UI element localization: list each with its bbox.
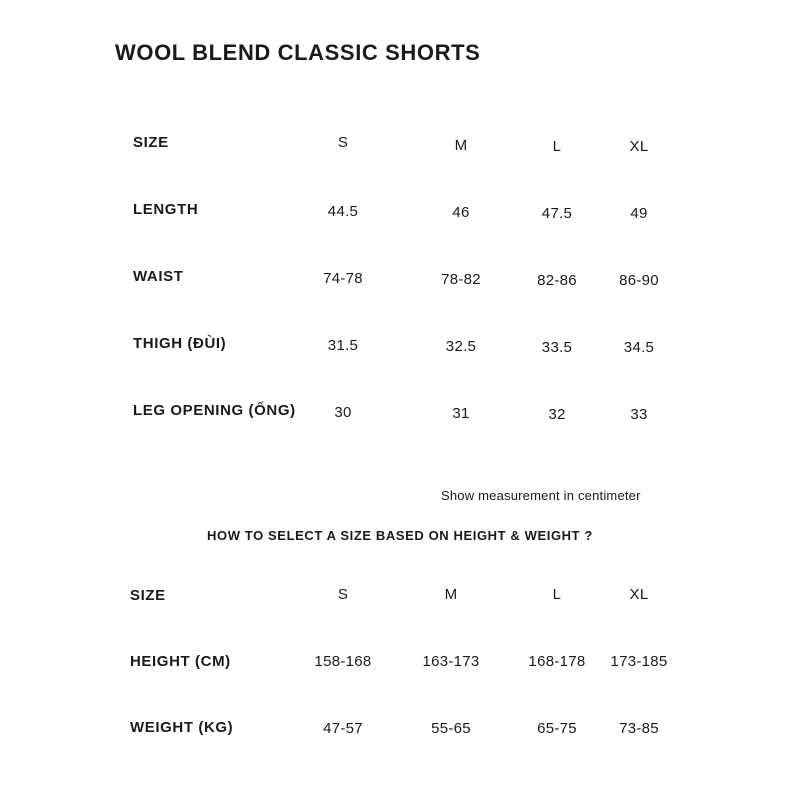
cell-value: 49 (630, 205, 648, 222)
row-label: WEIGHT (KG) (130, 719, 234, 736)
row-label: HEIGHT (CM) (130, 653, 231, 670)
header-size-xl: XL (629, 586, 649, 603)
cell-value: 74-78 (323, 270, 363, 287)
table-header-row (0, 134, 800, 164)
cell-value: 173-185 (610, 653, 668, 670)
page-title: WOOL BLEND CLASSIC SHORTS (115, 40, 481, 65)
row-label: THIGH (ĐÙI) (133, 335, 227, 352)
cell-value: 44.5 (327, 203, 359, 220)
row-label: LEG OPENING (ỐNG) (133, 402, 296, 419)
header-size-xl: XL (629, 138, 649, 155)
table-row (0, 653, 800, 683)
cell-value: 32.5 (445, 338, 477, 355)
table-row (0, 719, 800, 749)
cell-value: 47-57 (323, 720, 363, 737)
cell-value: 33.5 (541, 339, 573, 356)
table-row (0, 335, 800, 365)
cell-value: 73-85 (619, 720, 659, 737)
unit-note: Show measurement in centimeter (441, 488, 641, 503)
header-size-l: L (552, 586, 562, 603)
cell-value: 32 (548, 406, 566, 423)
cell-value: 31 (452, 405, 470, 422)
row-label: LENGTH (133, 201, 199, 218)
cell-value: 158-168 (314, 653, 372, 670)
size-guide-heading: HOW TO SELECT A SIZE BASED ON HEIGHT & WEIGHT ? (207, 528, 593, 543)
cell-value: 31.5 (327, 337, 359, 354)
header-size-s: S (337, 134, 349, 151)
header-size-m: M (444, 586, 458, 603)
cell-value: 55-65 (431, 720, 471, 737)
header-size-m: M (454, 137, 468, 154)
cell-value: 65-75 (537, 720, 577, 737)
cell-value: 86-90 (619, 272, 659, 289)
cell-value: 30 (334, 404, 352, 421)
table-row (0, 268, 800, 298)
cell-value: 33 (630, 406, 648, 423)
table-header-row (0, 587, 800, 617)
cell-value: 46 (452, 204, 470, 221)
table-row (0, 201, 800, 231)
cell-value: 47.5 (541, 205, 573, 222)
cell-value: 82-86 (537, 272, 577, 289)
header-label: SIZE (130, 587, 166, 604)
header-size-s: S (337, 586, 349, 603)
cell-value: 78-82 (441, 271, 481, 288)
cell-value: 163-173 (422, 653, 480, 670)
table-row (0, 402, 800, 432)
cell-value: 168-178 (528, 653, 586, 670)
row-label: WAIST (133, 268, 184, 285)
cell-value: 34.5 (623, 339, 655, 356)
header-label: SIZE (133, 134, 169, 151)
header-size-l: L (552, 138, 562, 155)
